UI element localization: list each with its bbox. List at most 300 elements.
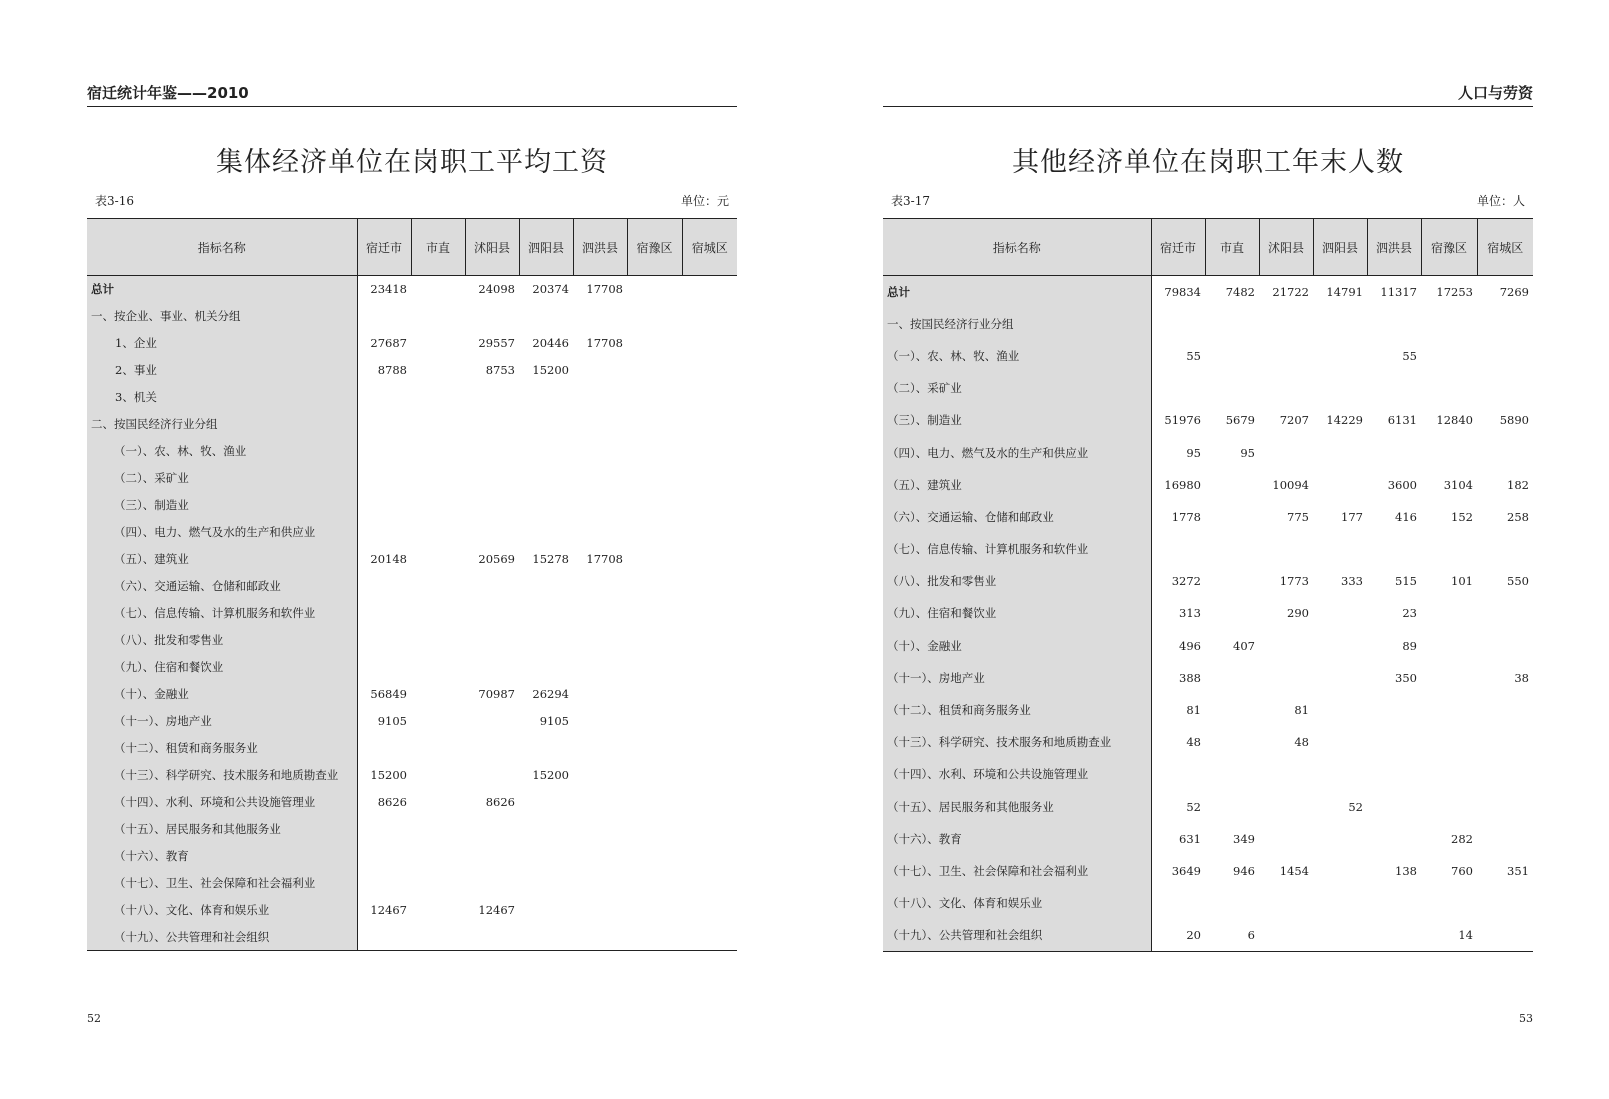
cell-value [519,897,573,924]
table-row [883,404,1533,436]
cell-value [1313,694,1367,726]
table-row [87,762,737,789]
cell-value [573,654,627,681]
cell-value [411,600,465,627]
cell-value [411,438,465,465]
table-row [883,758,1533,790]
cell-value [1313,308,1367,340]
cell-value [1313,469,1367,501]
cell-value [573,357,627,384]
cell-value [682,627,737,654]
cell-value: 6 [1247,928,1255,943]
cell-value [519,924,573,951]
header-region: 泗洪县 [1367,219,1421,276]
row-label: 一、按企业、事业、机关分组 [87,303,357,330]
running-head [883,84,1533,107]
cell-value: 550 [1507,574,1529,589]
cell-value: 51976 [1164,413,1201,428]
cell-value [573,600,627,627]
cell-value: 55 [1402,348,1417,363]
cell-value [357,519,411,546]
table-row [87,681,737,708]
cell-value [573,735,627,762]
cell-value: 515 [1395,574,1417,589]
cell-value [465,573,519,600]
cell-value [573,870,627,897]
table-row [87,384,737,411]
row-label: （十六）、教育 [883,823,1151,855]
cell-value [1313,436,1367,468]
cell-value [519,843,573,870]
cell-value: 81 [1294,703,1309,718]
header-region: 宿迁市 [357,219,411,276]
cell-value: 101 [1451,574,1473,589]
cell-value [357,384,411,411]
page-number: 53 [1519,1012,1533,1025]
cell-value [682,357,737,384]
cell-value [357,870,411,897]
table-row [87,411,737,438]
cell-value [573,519,627,546]
row-label: （九）、住宿和餐饮业 [883,597,1151,629]
table-row [87,870,737,897]
table-row [883,597,1533,629]
running-head-text: 人口与劳资 [1457,84,1533,102]
header-region: 宿迁市 [1151,219,1205,276]
cell-value [1259,308,1313,340]
cell-value: 5679 [1225,413,1255,428]
cell-value [682,438,737,465]
cell-value [411,492,465,519]
cell-value: 5890 [1499,413,1529,428]
cell-value [519,411,573,438]
cell-value [1205,372,1259,404]
cell-value [357,492,411,519]
cell-value [519,816,573,843]
cell-value [519,600,573,627]
right-page [883,0,1533,1099]
table-row [883,340,1533,372]
cell-value: 14791 [1326,284,1363,299]
cell-value [627,681,682,708]
cell-value [1205,758,1259,790]
cell-value: 95 [1186,445,1201,460]
row-label: （十）、金融业 [883,630,1151,662]
row-label: （十七）、卫生、社会保障和社会福利业 [883,855,1151,887]
running-head [87,84,737,107]
cell-value [465,708,519,735]
row-label: （四）、电力、燃气及水的生产和供应业 [883,436,1151,468]
cell-value: 9105 [377,714,407,728]
cell-value: 20569 [478,552,515,566]
cell-value: 17708 [586,282,623,297]
cell-value [1313,887,1367,919]
cell-value [1259,887,1313,919]
cell-value: 12467 [370,903,407,917]
table-row [883,436,1533,468]
table-row [87,627,737,654]
header-indicator-name: 指标名称 [883,219,1151,276]
row-label: （二）、采矿业 [87,465,357,492]
cell-value: 138 [1395,863,1417,878]
cell-value [465,519,519,546]
cell-value: 26294 [532,687,569,701]
cell-value [519,654,573,681]
cell-value [1477,694,1533,726]
row-label: 2、事业 [87,357,357,384]
cell-value [682,708,737,735]
row-label: （十三）、科学研究、技术服务和地质勘查业 [883,726,1151,758]
cell-value [1313,919,1367,951]
header-region: 宿豫区 [627,219,682,276]
cell-value: 48 [1186,735,1201,750]
row-label: （三）、制造业 [883,404,1151,436]
cell-value [411,897,465,924]
cell-value [682,411,737,438]
cell-value [573,303,627,330]
table-row [87,330,737,357]
cell-value [519,735,573,762]
header-region: 沭阳县 [1259,219,1313,276]
header-region: 宿豫区 [1421,219,1477,276]
cell-value: 946 [1233,863,1255,878]
cell-value: 388 [1179,670,1201,685]
row-label: （十三）、科学研究、技术服务和地质勘查业 [87,762,357,789]
row-label: （九）、住宿和餐饮业 [87,654,357,681]
cell-value [573,789,627,816]
cell-value [1421,887,1477,919]
cell-value [1205,694,1259,726]
cell-value [682,546,737,573]
cell-value [1205,662,1259,694]
cell-value [1313,758,1367,790]
cell-value [1421,726,1477,758]
cell-value [682,276,737,303]
cell-value [411,654,465,681]
row-label: （四）、电力、燃气及水的生产和供应业 [87,519,357,546]
cell-value: 775 [1287,509,1309,524]
running-head-text: 宿迁统计年鉴——2010 [87,84,249,102]
cell-value [411,303,465,330]
cell-value [627,492,682,519]
row-label: 一、按国民经济行业分组 [883,308,1151,340]
cell-value [411,546,465,573]
cell-value: 79834 [1164,284,1201,299]
cell-value [682,762,737,789]
cell-value [1259,823,1313,855]
cell-value [1367,372,1421,404]
cell-value [411,627,465,654]
cell-value: 81 [1186,703,1201,718]
cell-value: 55 [1186,348,1201,363]
cell-value [682,681,737,708]
table-row [87,438,737,465]
cell-value: 15200 [370,768,407,782]
table-number: 表3-16 [95,194,134,208]
unit-label: 单位：元 [680,194,729,208]
cell-value [627,735,682,762]
cell-value [465,303,519,330]
row-label: （十一）、房地产业 [87,708,357,735]
cell-value [411,573,465,600]
cell-value [1477,919,1533,951]
table-row [87,519,737,546]
cell-value [1151,372,1205,404]
cell-value [411,735,465,762]
table-row [883,630,1533,662]
cell-value [682,789,737,816]
cell-value [1421,533,1477,565]
cell-value [1313,630,1367,662]
cell-value [627,870,682,897]
cell-value [1477,533,1533,565]
cell-value: 177 [1341,509,1363,524]
cell-value [357,438,411,465]
table-row [883,308,1533,340]
cell-value [465,384,519,411]
cell-value: 350 [1395,670,1417,685]
cell-value: 14229 [1326,413,1363,428]
cell-value [682,897,737,924]
row-label: （十一）、房地产业 [883,662,1151,694]
cell-value: 20148 [370,552,407,566]
cell-value [1421,630,1477,662]
table-row [883,791,1533,823]
table-title: 其他经济单位在岗职工年末人数 [1012,147,1404,178]
cell-value [1259,630,1313,662]
cell-value [465,762,519,789]
cell-value [411,762,465,789]
cell-value [627,519,682,546]
cell-value [627,573,682,600]
cell-value [1477,308,1533,340]
cell-value [357,600,411,627]
cell-value: 10094 [1272,477,1309,492]
cell-value [411,384,465,411]
table-row [883,469,1533,501]
cell-value [627,654,682,681]
table-header-row [87,219,737,276]
cell-value [519,573,573,600]
table-row [883,823,1533,855]
table-row [87,924,737,951]
cell-value [1313,533,1367,565]
cell-value [1259,533,1313,565]
cell-value [519,492,573,519]
table-row [87,816,737,843]
cell-value: 15200 [532,768,569,782]
row-label: （十四）、水利、环境和公共设施管理业 [883,758,1151,790]
cell-value: 349 [1233,831,1255,846]
table-row [87,573,737,600]
cell-value [465,627,519,654]
table-row [883,919,1533,951]
row-label: （一）、农、林、牧、渔业 [883,340,1151,372]
cell-value [573,438,627,465]
cell-value [519,384,573,411]
cell-value: 21722 [1272,284,1309,299]
cell-value: 23418 [370,282,407,297]
table-row [87,465,737,492]
cell-value: 3600 [1387,477,1417,492]
cell-value [357,573,411,600]
cell-value [465,492,519,519]
total-row [883,276,1533,308]
table-row [87,546,737,573]
cell-value: 3272 [1171,574,1201,589]
cell-value [465,654,519,681]
row-label: （十六）、教育 [87,843,357,870]
cell-value [465,438,519,465]
cell-value [411,411,465,438]
cell-value [1477,823,1533,855]
row-label: 1、企业 [87,330,357,357]
cell-value [519,870,573,897]
cell-value [357,816,411,843]
cell-value: 14 [1458,928,1473,943]
cell-value [627,789,682,816]
cell-value: 1454 [1279,863,1309,878]
cell-value: 313 [1179,606,1201,621]
header-region: 泗阳县 [519,219,573,276]
cell-value: 52 [1186,799,1201,814]
cell-value [1421,758,1477,790]
cell-value [573,384,627,411]
cell-value [682,924,737,951]
cell-value: 11317 [1380,284,1417,299]
cell-value [1477,436,1533,468]
cell-value [1477,597,1533,629]
cell-value [682,465,737,492]
cell-value [627,762,682,789]
row-label: （八）、批发和零售业 [883,565,1151,597]
row-label: （七）、信息传输、计算机服务和软件业 [87,600,357,627]
cell-value [682,519,737,546]
cell-value [682,600,737,627]
row-label: （七）、信息传输、计算机服务和软件业 [883,533,1151,565]
cell-value [1205,565,1259,597]
table-row [87,600,737,627]
cell-value [1421,308,1477,340]
table-row [87,708,737,735]
cell-value: 20446 [532,336,569,350]
cell-value [357,303,411,330]
cell-value [1313,726,1367,758]
cell-value: 8626 [485,795,515,809]
cell-value: 3649 [1171,863,1201,878]
cell-value [573,492,627,519]
cell-value: 38 [1514,670,1529,685]
page-number: 52 [87,1012,101,1025]
cell-value [1259,662,1313,694]
cell-value [573,762,627,789]
cell-value [627,627,682,654]
cell-value [1367,887,1421,919]
cell-value [465,411,519,438]
left-page [87,0,737,1099]
cell-value [1259,372,1313,404]
cell-value: 631 [1179,831,1201,846]
cell-value [1367,308,1421,340]
cell-value [1259,791,1313,823]
cell-value [1259,340,1313,372]
cell-value [1421,597,1477,629]
header-region: 市直 [1205,219,1259,276]
cell-value [1205,533,1259,565]
cell-value [411,681,465,708]
cell-value [1205,597,1259,629]
cell-value [465,870,519,897]
cell-value [1477,726,1533,758]
cell-value [682,384,737,411]
cell-value [682,330,737,357]
cell-value [1421,791,1477,823]
header-region: 宿城区 [682,219,737,276]
header-indicator-name: 指标名称 [87,219,357,276]
unit-label: 单位：人 [1476,194,1525,208]
cell-value [411,816,465,843]
table-row [87,843,737,870]
cell-value [1367,791,1421,823]
cell-value [1313,823,1367,855]
cell-value [519,303,573,330]
cell-value [1367,919,1421,951]
cell-value [627,465,682,492]
table-row [883,887,1533,919]
cell-value [411,465,465,492]
cell-value: 258 [1507,509,1529,524]
cell-value [1421,662,1477,694]
cell-value [357,924,411,951]
cell-value: 1773 [1279,574,1309,589]
cell-value [627,708,682,735]
cell-value: 7207 [1279,413,1309,428]
cell-value [1367,694,1421,726]
cell-value: 3104 [1443,477,1473,492]
cell-value [627,384,682,411]
cell-value: 282 [1451,831,1473,846]
header-region: 市直 [411,219,465,276]
cell-value [627,843,682,870]
cell-value [682,654,737,681]
table-header-row [883,219,1533,276]
table-row [87,303,737,330]
cell-value [1205,469,1259,501]
row-label: 二、按国民经济行业分组 [87,411,357,438]
cell-value: 29557 [478,336,515,350]
header-region: 泗洪县 [573,219,627,276]
table-row [87,735,737,762]
cell-value [573,708,627,735]
cell-value [573,924,627,951]
row-label: （一）、农、林、牧、渔业 [87,438,357,465]
cell-value [573,627,627,654]
cell-value [627,438,682,465]
cell-value [1477,758,1533,790]
cell-value [519,438,573,465]
cell-value [411,357,465,384]
row-label: 总计 [883,276,1151,308]
cell-value: 182 [1507,477,1529,492]
row-label: （八）、批发和零售业 [87,627,357,654]
table-row [883,694,1533,726]
cell-value: 407 [1233,638,1255,653]
cell-value [682,870,737,897]
cell-value: 1778 [1171,509,1201,524]
cell-value: 6131 [1387,413,1417,428]
cell-value [1313,855,1367,887]
cell-value [573,816,627,843]
